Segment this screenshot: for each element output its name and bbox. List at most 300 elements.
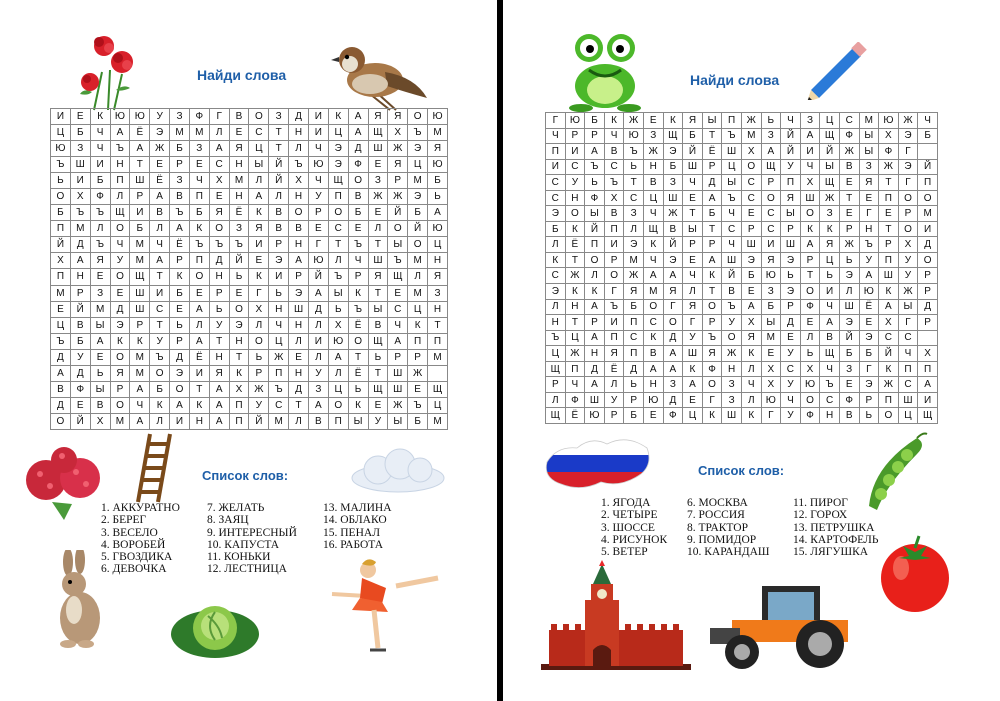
grid-cell[interactable]: Е [643, 408, 663, 424]
grid-cell[interactable]: Ш [130, 285, 150, 301]
grid-cell[interactable]: С [761, 206, 781, 222]
grid-cell[interactable]: Ч [722, 237, 742, 253]
grid-cell[interactable]: Ь [229, 269, 249, 285]
grid-cell[interactable] [428, 365, 448, 381]
grid-cell[interactable]: Н [859, 221, 879, 237]
grid-cell[interactable] [918, 330, 938, 346]
grid-cell[interactable]: Н [565, 190, 585, 206]
grid-cell[interactable]: Г [604, 284, 624, 300]
grid-cell[interactable]: А [643, 268, 663, 284]
grid-cell[interactable]: Н [565, 299, 585, 315]
grid-cell[interactable]: А [702, 190, 722, 206]
grid-cell[interactable]: Р [70, 285, 90, 301]
grid-cell[interactable]: Т [289, 397, 309, 413]
grid-cell[interactable]: Ь [170, 317, 190, 333]
grid-cell[interactable]: А [388, 333, 408, 349]
grid-cell[interactable]: Т [565, 252, 585, 268]
grid-cell[interactable]: Й [683, 144, 703, 160]
grid-cell[interactable]: Ы [90, 381, 110, 397]
grid-cell[interactable]: Ё [348, 317, 368, 333]
grid-cell[interactable]: О [150, 365, 170, 381]
grid-cell[interactable]: Ю [800, 377, 820, 393]
grid-cell[interactable]: Л [249, 317, 269, 333]
grid-cell[interactable]: М [90, 301, 110, 317]
grid-cell[interactable]: К [546, 252, 566, 268]
grid-cell[interactable]: Ж [879, 377, 899, 393]
grid-cell[interactable]: Ц [546, 346, 566, 362]
grid-cell[interactable]: Т [368, 237, 388, 253]
grid-cell[interactable]: Б [348, 205, 368, 221]
grid-cell[interactable]: Э [229, 317, 249, 333]
grid-cell[interactable]: Л [408, 269, 428, 285]
grid-cell[interactable]: О [702, 377, 722, 393]
grid-cell[interactable]: Н [722, 361, 742, 377]
grid-cell[interactable]: Ц [428, 237, 448, 253]
grid-cell[interactable]: Н [229, 333, 249, 349]
grid-cell[interactable]: Б [918, 128, 938, 144]
grid-cell[interactable]: Ф [585, 190, 605, 206]
grid-cell[interactable]: Ь [624, 377, 644, 393]
grid-cell[interactable]: Ф [663, 408, 683, 424]
grid-cell[interactable]: М [859, 113, 879, 129]
grid-cell[interactable]: С [643, 315, 663, 331]
grid-cell[interactable]: А [800, 128, 820, 144]
grid-cell[interactable]: Г [898, 315, 918, 331]
grid-cell[interactable]: Р [604, 252, 624, 268]
grid-cell[interactable]: Е [348, 221, 368, 237]
grid-cell[interactable]: Й [585, 221, 605, 237]
grid-cell[interactable]: Б [189, 205, 209, 221]
grid-cell[interactable]: Э [624, 237, 644, 253]
grid-cell[interactable]: Е [741, 206, 761, 222]
grid-cell[interactable]: У [308, 189, 328, 205]
grid-cell[interactable]: И [70, 173, 90, 189]
grid-cell[interactable]: Ё [130, 125, 150, 141]
grid-cell[interactable]: П [269, 365, 289, 381]
grid-cell[interactable]: Ы [348, 413, 368, 429]
grid-cell[interactable]: П [604, 330, 624, 346]
grid-cell[interactable]: Р [130, 189, 150, 205]
grid-cell[interactable]: Ъ [189, 237, 209, 253]
grid-cell[interactable]: Р [839, 221, 859, 237]
grid-cell[interactable]: И [604, 237, 624, 253]
grid-cell[interactable]: Ъ [90, 205, 110, 221]
grid-cell[interactable]: П [328, 413, 348, 429]
grid-cell[interactable]: Ё [565, 237, 585, 253]
grid-cell[interactable]: Ъ [269, 381, 289, 397]
grid-cell[interactable]: Й [249, 413, 269, 429]
grid-cell[interactable]: У [110, 253, 130, 269]
grid-cell[interactable]: А [859, 268, 879, 284]
grid-cell[interactable]: Х [898, 237, 918, 253]
grid-cell[interactable]: Ю [308, 157, 328, 173]
grid-cell[interactable]: Т [269, 125, 289, 141]
grid-cell[interactable]: Н [820, 408, 840, 424]
grid-cell[interactable]: Ю [308, 253, 328, 269]
grid-cell[interactable]: О [209, 221, 229, 237]
grid-cell[interactable]: Е [90, 349, 110, 365]
grid-cell[interactable]: Ь [820, 268, 840, 284]
grid-cell[interactable]: Р [918, 284, 938, 300]
grid-cell[interactable]: Б [624, 408, 644, 424]
grid-cell[interactable]: Ь [269, 285, 289, 301]
grid-cell[interactable]: Ч [150, 237, 170, 253]
grid-cell[interactable]: С [546, 175, 566, 191]
grid-cell[interactable]: Е [368, 397, 388, 413]
grid-cell[interactable]: Е [408, 381, 428, 397]
grid-cell[interactable]: Б [839, 346, 859, 362]
grid-cell[interactable]: К [90, 109, 110, 125]
grid-cell[interactable]: Й [918, 159, 938, 175]
grid-cell[interactable]: Е [781, 330, 801, 346]
grid-cell[interactable]: Ч [130, 397, 150, 413]
grid-cell[interactable]: Т [800, 268, 820, 284]
grid-cell[interactable]: Е [839, 377, 859, 393]
grid-cell[interactable]: А [428, 205, 448, 221]
grid-cell[interactable]: К [130, 333, 150, 349]
grid-cell[interactable]: П [918, 175, 938, 191]
grid-cell[interactable]: О [51, 413, 71, 429]
grid-cell[interactable]: А [585, 377, 605, 393]
grid-cell[interactable]: В [308, 413, 328, 429]
grid-cell[interactable]: Ъ [722, 128, 742, 144]
grid-cell[interactable]: Л [90, 221, 110, 237]
grid-cell[interactable]: Щ [368, 333, 388, 349]
grid-cell[interactable]: И [308, 333, 328, 349]
grid-cell[interactable]: С [624, 330, 644, 346]
grid-cell[interactable]: Й [408, 221, 428, 237]
grid-cell[interactable]: Я [249, 221, 269, 237]
grid-cell[interactable]: Ж [898, 284, 918, 300]
grid-cell[interactable]: Л [839, 284, 859, 300]
grid-cell[interactable]: И [546, 159, 566, 175]
grid-cell[interactable]: А [170, 221, 190, 237]
grid-cell[interactable]: С [150, 301, 170, 317]
grid-cell[interactable]: З [820, 206, 840, 222]
grid-cell[interactable]: А [70, 253, 90, 269]
grid-cell[interactable]: Б [428, 173, 448, 189]
grid-cell[interactable]: Ё [150, 173, 170, 189]
grid-cell[interactable]: Б [663, 159, 683, 175]
grid-cell[interactable]: К [249, 269, 269, 285]
grid-cell[interactable]: Щ [918, 408, 938, 424]
grid-cell[interactable]: Б [90, 173, 110, 189]
grid-cell[interactable]: Ё [859, 299, 879, 315]
grid-cell[interactable]: В [722, 284, 742, 300]
grid-cell[interactable]: Ц [683, 408, 703, 424]
grid-cell[interactable]: Ъ [348, 301, 368, 317]
grid-cell[interactable]: Ё [229, 205, 249, 221]
grid-cell[interactable]: Ф [839, 128, 859, 144]
grid-cell[interactable]: Ъ [722, 299, 742, 315]
grid-cell[interactable]: И [918, 221, 938, 237]
grid-cell[interactable]: Ш [722, 144, 742, 160]
grid-cell[interactable]: К [565, 284, 585, 300]
grid-cell[interactable]: А [130, 381, 150, 397]
grid-cell[interactable]: Т [328, 237, 348, 253]
grid-cell[interactable]: Ф [565, 392, 585, 408]
grid-cell[interactable]: Д [51, 349, 71, 365]
grid-cell[interactable]: З [859, 159, 879, 175]
grid-cell[interactable]: А [150, 253, 170, 269]
grid-cell[interactable]: У [781, 346, 801, 362]
grid-cell[interactable]: Л [800, 330, 820, 346]
grid-cell[interactable]: У [781, 377, 801, 393]
grid-cell[interactable]: Ж [839, 237, 859, 253]
grid-cell[interactable]: Т [702, 284, 722, 300]
grid-cell[interactable]: Ш [663, 190, 683, 206]
grid-cell[interactable]: Ъ [702, 330, 722, 346]
grid-cell[interactable]: Е [741, 284, 761, 300]
grid-cell[interactable]: С [722, 221, 742, 237]
grid-cell[interactable]: Р [918, 268, 938, 284]
grid-cell[interactable]: Е [839, 206, 859, 222]
grid-cell[interactable]: О [110, 269, 130, 285]
grid-cell[interactable]: З [428, 285, 448, 301]
grid-cell[interactable]: О [800, 206, 820, 222]
grid-cell[interactable]: З [269, 109, 289, 125]
grid-cell[interactable]: Ч [781, 392, 801, 408]
grid-cell[interactable]: П [585, 237, 605, 253]
grid-cell[interactable]: М [918, 206, 938, 222]
grid-cell[interactable]: Щ [663, 128, 683, 144]
grid-cell[interactable]: Ь [781, 268, 801, 284]
grid-cell[interactable]: Ч [643, 206, 663, 222]
grid-cell[interactable]: О [189, 269, 209, 285]
grid-cell[interactable]: Р [624, 392, 644, 408]
grid-cell[interactable]: К [189, 221, 209, 237]
grid-cell[interactable]: Н [269, 301, 289, 317]
grid-cell[interactable]: Ж [898, 113, 918, 129]
grid-cell[interactable]: А [209, 413, 229, 429]
grid-cell[interactable]: Ъ [604, 299, 624, 315]
grid-cell[interactable]: Н [428, 301, 448, 317]
grid-cell[interactable]: Я [761, 252, 781, 268]
grid-cell[interactable]: Р [348, 269, 368, 285]
grid-cell[interactable]: А [90, 333, 110, 349]
grid-cell[interactable]: Ж [643, 144, 663, 160]
grid-cell[interactable]: Е [643, 113, 663, 129]
grid-cell[interactable]: Е [859, 190, 879, 206]
grid-cell[interactable]: М [269, 413, 289, 429]
grid-cell[interactable]: Й [663, 237, 683, 253]
grid-cell[interactable]: Л [289, 141, 309, 157]
grid-cell[interactable]: Ю [428, 157, 448, 173]
grid-cell[interactable]: Ш [839, 299, 859, 315]
grid-cell[interactable]: Й [388, 205, 408, 221]
grid-cell[interactable]: Е [229, 125, 249, 141]
grid-cell[interactable]: О [761, 190, 781, 206]
grid-cell[interactable]: Б [408, 413, 428, 429]
grid-cell[interactable]: Р [702, 159, 722, 175]
grid-cell[interactable]: Ъ [408, 397, 428, 413]
grid-cell[interactable]: Э [150, 125, 170, 141]
grid-cell[interactable]: О [879, 408, 899, 424]
grid-cell[interactable]: Ж [722, 346, 742, 362]
grid-cell[interactable]: Н [289, 365, 309, 381]
grid-cell[interactable]: Э [663, 144, 683, 160]
grid-cell[interactable]: М [70, 221, 90, 237]
grid-cell[interactable]: Ё [348, 365, 368, 381]
grid-cell[interactable]: Ъ [585, 159, 605, 175]
grid-cell[interactable]: П [51, 269, 71, 285]
grid-cell[interactable]: Р [683, 237, 703, 253]
grid-cell[interactable]: Р [741, 221, 761, 237]
grid-cell[interactable]: Й [51, 237, 71, 253]
grid-cell[interactable]: Щ [820, 128, 840, 144]
grid-cell[interactable]: Д [170, 349, 190, 365]
grid-cell[interactable]: Н [643, 377, 663, 393]
grid-cell[interactable]: Х [761, 361, 781, 377]
grid-cell[interactable]: Ё [604, 361, 624, 377]
grid-cell[interactable]: И [800, 144, 820, 160]
grid-cell[interactable]: К [348, 397, 368, 413]
grid-cell[interactable]: Э [898, 159, 918, 175]
grid-cell[interactable]: Г [898, 144, 918, 160]
grid-cell[interactable]: М [170, 125, 190, 141]
grid-cell[interactable]: Ю [643, 392, 663, 408]
grid-cell[interactable]: Ц [51, 317, 71, 333]
grid-cell[interactable]: В [170, 189, 190, 205]
grid-cell[interactable]: Л [150, 413, 170, 429]
grid-cell[interactable]: А [918, 377, 938, 393]
grid-cell[interactable]: А [800, 237, 820, 253]
grid-cell[interactable]: А [308, 397, 328, 413]
grid-cell[interactable]: Б [150, 381, 170, 397]
grid-cell[interactable]: Ь [624, 159, 644, 175]
grid-cell[interactable]: Р [388, 349, 408, 365]
grid-cell[interactable]: Ь [348, 381, 368, 397]
grid-cell[interactable]: Щ [761, 159, 781, 175]
grid-cell[interactable]: М [130, 365, 150, 381]
grid-cell[interactable]: А [308, 285, 328, 301]
grid-cell[interactable]: Ш [683, 159, 703, 175]
grid-cell[interactable]: Т [229, 349, 249, 365]
grid-cell[interactable]: Ю [565, 113, 585, 129]
grid-cell[interactable]: З [229, 221, 249, 237]
grid-cell[interactable]: Ю [328, 333, 348, 349]
grid-cell[interactable]: У [209, 317, 229, 333]
grid-cell[interactable]: Т [269, 141, 289, 157]
grid-cell[interactable]: З [90, 285, 110, 301]
grid-cell[interactable]: Ъ [328, 269, 348, 285]
grid-cell[interactable]: К [249, 205, 269, 221]
grid-cell[interactable]: У [308, 365, 328, 381]
grid-cell[interactable]: Ч [388, 317, 408, 333]
grid-cell[interactable]: Ы [683, 221, 703, 237]
grid-cell[interactable]: П [604, 221, 624, 237]
grid-cell[interactable]: А [209, 397, 229, 413]
grid-cell[interactable]: З [643, 128, 663, 144]
grid-cell[interactable]: О [289, 205, 309, 221]
grid-cell[interactable]: Т [209, 333, 229, 349]
grid-cell[interactable]: Ш [388, 381, 408, 397]
grid-cell[interactable]: К [683, 361, 703, 377]
grid-cell[interactable]: А [761, 144, 781, 160]
grid-cell[interactable]: Р [209, 285, 229, 301]
grid-cell[interactable]: Э [408, 189, 428, 205]
grid-cell[interactable]: О [918, 190, 938, 206]
grid-cell[interactable]: Э [110, 317, 130, 333]
grid-cell[interactable]: И [820, 284, 840, 300]
grid-cell[interactable]: Й [269, 173, 289, 189]
grid-cell[interactable]: Г [663, 299, 683, 315]
grid-cell[interactable]: О [408, 109, 428, 125]
grid-cell[interactable]: Г [761, 408, 781, 424]
grid-cell[interactable]: Е [388, 285, 408, 301]
grid-cell[interactable]: Й [70, 413, 90, 429]
grid-cell[interactable]: Я [388, 109, 408, 125]
grid-cell[interactable]: Ч [918, 113, 938, 129]
grid-cell[interactable]: Л [546, 237, 566, 253]
grid-cell[interactable]: Э [328, 141, 348, 157]
grid-cell[interactable]: Ъ [110, 141, 130, 157]
grid-cell[interactable]: П [781, 175, 801, 191]
grid-cell[interactable]: Р [879, 237, 899, 253]
grid-cell[interactable]: Д [70, 365, 90, 381]
grid-cell[interactable]: Я [368, 109, 388, 125]
grid-cell[interactable]: М [428, 125, 448, 141]
grid-cell[interactable]: Ы [585, 206, 605, 222]
grid-cell[interactable]: И [170, 413, 190, 429]
grid-cell[interactable]: К [229, 365, 249, 381]
grid-cell[interactable]: Б [761, 299, 781, 315]
grid-cell[interactable]: Е [761, 346, 781, 362]
grid-cell[interactable]: Н [209, 349, 229, 365]
grid-cell[interactable]: З [761, 284, 781, 300]
grid-cell[interactable]: О [643, 299, 663, 315]
grid-cell[interactable]: П [624, 315, 644, 331]
grid-cell[interactable]: К [408, 317, 428, 333]
grid-cell[interactable]: Р [269, 237, 289, 253]
grid-cell[interactable]: А [663, 361, 683, 377]
grid-cell[interactable]: Н [289, 237, 309, 253]
grid-cell[interactable]: Ъ [90, 237, 110, 253]
grid-cell[interactable]: Н [585, 346, 605, 362]
grid-cell[interactable]: Б [702, 206, 722, 222]
grid-cell[interactable]: Р [130, 317, 150, 333]
grid-cell[interactable]: Я [663, 284, 683, 300]
grid-cell[interactable]: Х [70, 189, 90, 205]
grid-cell[interactable]: Ю [624, 128, 644, 144]
grid-cell[interactable]: Т [150, 269, 170, 285]
grid-cell[interactable]: Я [702, 346, 722, 362]
grid-cell[interactable]: Я [388, 157, 408, 173]
grid-cell[interactable]: Г [249, 285, 269, 301]
grid-cell[interactable]: Ц [269, 333, 289, 349]
grid-cell[interactable]: Я [683, 113, 703, 129]
grid-cell[interactable]: Ь [428, 189, 448, 205]
grid-cell[interactable]: К [565, 221, 585, 237]
grid-cell[interactable]: Ц [898, 408, 918, 424]
grid-cell[interactable]: В [820, 330, 840, 346]
grid-cell[interactable]: Ы [388, 413, 408, 429]
grid-cell[interactable]: Р [170, 157, 190, 173]
grid-cell[interactable]: Д [110, 301, 130, 317]
grid-cell[interactable]: Ф [879, 144, 899, 160]
grid-cell[interactable]: Л [150, 221, 170, 237]
grid-cell[interactable]: В [269, 221, 289, 237]
grid-cell[interactable]: О [229, 301, 249, 317]
grid-cell[interactable]: Р [702, 315, 722, 331]
grid-cell[interactable]: Ф [800, 408, 820, 424]
grid-cell[interactable]: Д [289, 381, 309, 397]
grid-cell[interactable]: С [898, 330, 918, 346]
grid-cell[interactable]: Ъ [170, 205, 190, 221]
grid-cell[interactable]: У [604, 392, 624, 408]
grid-cell[interactable]: У [249, 397, 269, 413]
grid-cell[interactable]: Ц [328, 125, 348, 141]
